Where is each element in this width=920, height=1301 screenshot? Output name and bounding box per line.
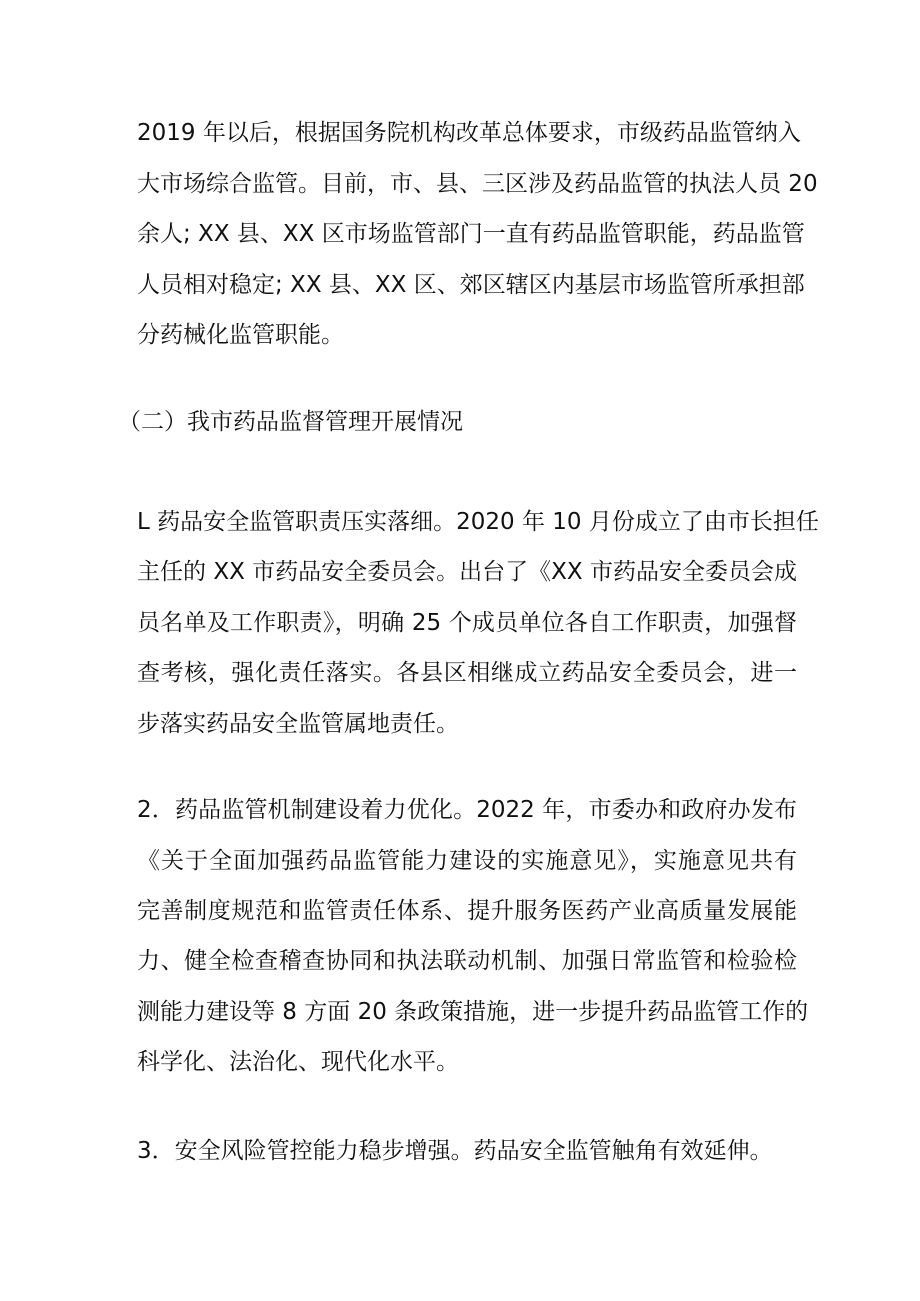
paragraph-3-line-5: 测能力建设等 8 方面 20 条政策措施，进一步提升药品监管工作的 [137,999,809,1025]
paragraph-1-line-2: 大市场综合监管。目前，市、县、三区涉及药品监管的执法人员 20 [137,171,818,197]
paragraph-3-line-4: 力、健全检查稽查协同和执法联动机制、加强日常监管和检验检 [137,948,797,974]
paragraph-1-line-4: 人员相对稳定; XX 县、XX 区、郊区辖区内基层市场监管所承担部 [137,272,805,298]
paragraph-2-line-5: 步落实药品安全监管属地责任。 [137,711,459,737]
paragraph-3-line-1: 2．药品监管机制建设着力优化。2022 年，市委办和政府办发布 [137,797,797,823]
paragraph-2-line-2: 主任的 XX 市药品安全委员会。出台了《XX 市药品安全委员会成 [137,559,797,585]
paragraph-3-line-6: 科学化、法治化、现代化水平。 [137,1049,459,1075]
paragraph-1-line-1: 2019 年以后，根据国务院机构改革总体要求，市级药品监管纳入 [137,120,801,146]
paragraph-1-line-5: 分药械化监管职能。 [137,322,344,348]
paragraph-2-line-3: 员名单及工作职责》，明确 25 个成员单位各自工作职责，加强督 [137,610,797,636]
paragraph-3-line-3: 完善制度规范和监管责任体系、提升服务医药产业高质量发展能 [137,898,797,924]
paragraph-3-line-2: 《关于全面加强药品监管能力建设的实施意见》，实施意见共有 [137,848,797,874]
paragraph-2-line-4: 查考核，强化责任落实。各县区相继成立药品安全委员会，进一 [137,660,797,686]
paragraph-4-line-1: 3．安全风险管控能力稳步增强。药品安全监管触角有效延伸。 [137,1138,773,1164]
paragraph-2-line-1: L 药品安全监管职责压实落细。2020 年 10 月份成立了由市长担任 [137,509,819,535]
paragraph-1-line-3: 余人; XX 县、XX 区市场监管部门一直有药品监管职能，药品监管 [137,221,805,247]
section-heading-2: （二）我市药品监督管理开展情况 [118,409,463,435]
